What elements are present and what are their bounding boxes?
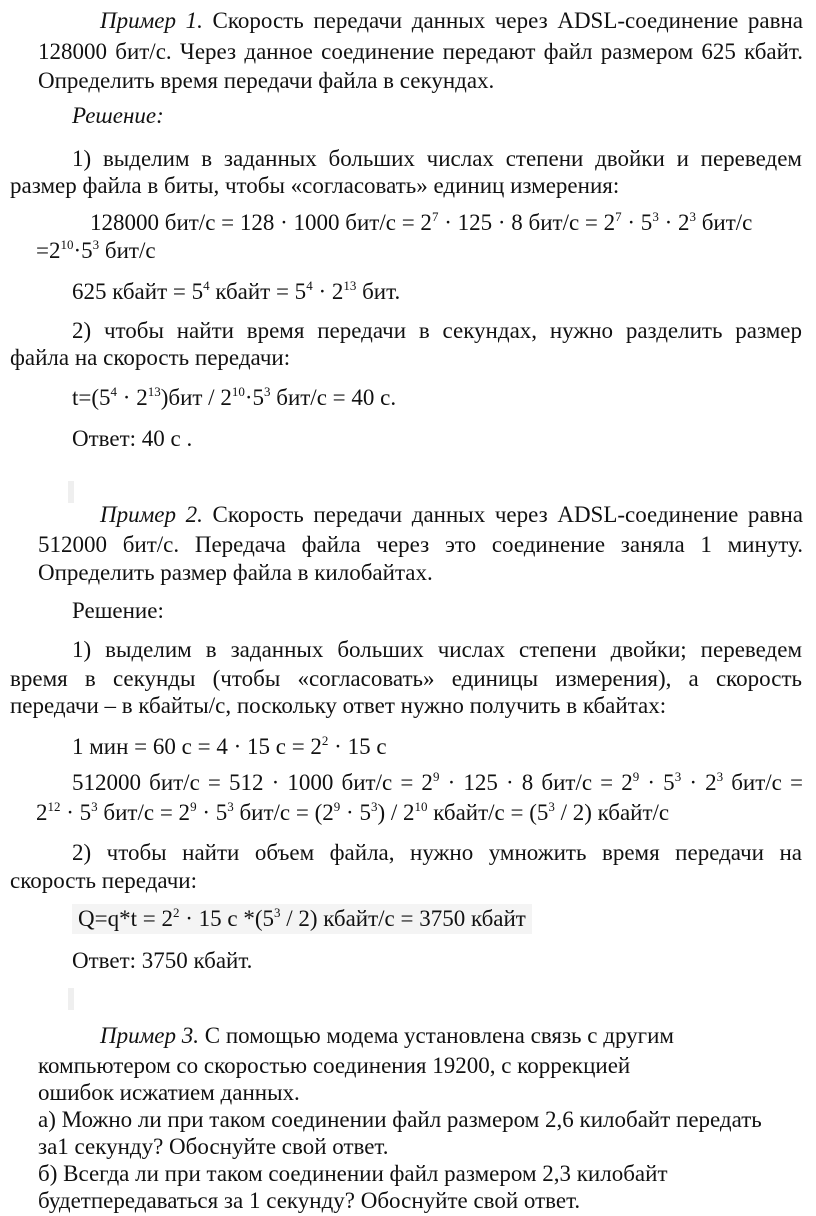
example-3-line-7: будетпередаваться за 1 секунду? Обоснуйте свой ответ.: [38, 1188, 581, 1213]
example-1-formula-1-cont: $=2^{10}\cdot 5^3$ бит/с: [36, 237, 156, 263]
example-1-step-1-line-1: 1) выделим в заданных больших числах степени двойки и переведем: [72, 146, 802, 171]
example-2-step-2-line-1: 2) чтобы найти объем файла, нужно умножить время передачи на: [72, 840, 802, 865]
example-2-formula-1: 1 мин = 60 с = 4 · 15 $с = 2^2 \cdot 15$ с: [72, 733, 387, 759]
example-3-line-2: компьютером со скоростью соединения 19200, с коррекцией: [38, 1053, 631, 1078]
example-1-statement-line-3: Определить время передачи файла в секундах.: [38, 68, 495, 93]
example-2-statement-line-1: Пример 2. Скорость передачи данных через ADSL-соединение равна: [100, 502, 804, 527]
example-1-title: Пример 1.: [100, 8, 203, 33]
example-2-step-1-line-3: передачи – в кбайты/с, поскольку ответ нужно получить в кбайтах:: [10, 693, 667, 718]
example-3-title: Пример 3.: [100, 1023, 199, 1048]
example-2-step-1-line-2: время в секунды (чтобы «согласовать» единицы измерения), а скорость: [10, 666, 802, 691]
example-3-line-4: а) Можно ли при таком соединении файл размером 2,6 килобайт передать: [38, 1107, 762, 1132]
example-1-solution-heading: Решение:: [72, 103, 164, 128]
example-2-solution-heading: Решение:: [72, 598, 164, 623]
example-1-step-2-line-2: файла на скорость передачи:: [10, 345, 291, 370]
paragraph-mark: [68, 988, 74, 1010]
example-1-statement-line-1: Пример 1. Скорость передачи данных через ADSL-соединение равна: [100, 8, 804, 33]
example-1-formula-1: 128000 бит/с = 128 · 1000 $бит/с = 2^7 \cdot 125 \cdot 8$ $бит/с = 2^7 \cdot 5^3 \cdot 2^3$ бит/с: [90, 209, 753, 235]
example-1-answer: Ответ: 40 с .: [72, 426, 193, 451]
example-1-formula-3: $t=(5^4 \cdot 2^{13})бит / 2^{10}\cdot 5^3$ бит/с = 40 с.: [72, 384, 397, 410]
example-2-step-2-line-2: скорость передачи:: [10, 868, 197, 893]
example-2-formula-2-cont: $2^{12} \cdot 5^3$ $бит/с = 2^9 \cdot 5^3$ $бит/с = (2^9 \cdot 5^3) / 2^{10}$ кбайт/с = $(5^3 / 2)$ кбайт/с: [36, 799, 670, 825]
example-2-statement-line-2: 512000 бит/с. Передача файла через это соединение заняла 1 минуту.: [38, 532, 803, 557]
example-2-formula-3: $Q=q*t = 2^2 \cdot 15$ с $*(5^3 / 2)$ кбайт/с = 3750 кбайт: [72, 904, 532, 934]
example-1-step-2-line-1: 2) чтобы найти время передачи в секундах, нужно разделить размер: [72, 318, 802, 343]
example-2-answer: Ответ: 3750 кбайт.: [72, 948, 253, 973]
example-2-step-1-line-1: 1) выделим в заданных больших числах степени двойки; переведем: [72, 637, 802, 662]
example-1-step-1-line-2: размер файла в биты, чтобы «согласовать» единиц измерения:: [10, 173, 620, 198]
example-1-statement-line-2: 128000 бит/с. Через данное соединение передают файл размером 625 кбайт.: [38, 39, 803, 64]
example-3-line-5: за1 секунду? Обоснуйте свой ответ.: [38, 1134, 389, 1159]
example-3-line-3: ошибок исжатием данных.: [38, 1080, 300, 1105]
paragraph-mark: [68, 481, 74, 503]
example-3-line-6: б) Всегда ли при таком соединении файл размером 2,3 килобайт: [38, 1161, 668, 1186]
example-2-title: Пример 2.: [100, 502, 203, 527]
example-3-line-1: Пример 3. С помощью модема установлена связь с другим: [100, 1023, 674, 1048]
example-2-statement-line-3: Определить размер файла в килобайтах.: [38, 560, 433, 585]
example-1-formula-2: 625 кбайт = $5^4$ кбайт = $5^4 \cdot 2^{13}$ бит.: [72, 278, 401, 304]
example-2-formula-2: 512000 бит/с = 512 · 1000 $бит/с = 2^9 \cdot 125 \cdot 8$ $бит/с = 2^9 \cdot 5^3 \cdot 2^3$ бит/с =: [72, 769, 803, 795]
